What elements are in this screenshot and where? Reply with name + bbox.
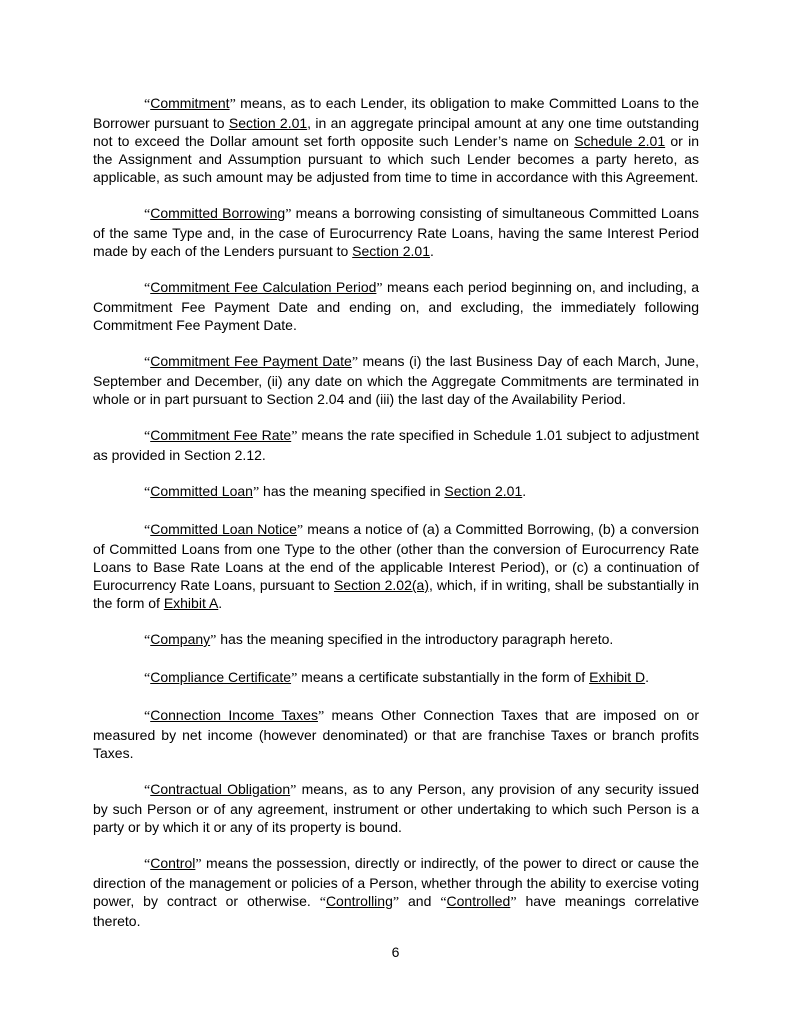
definition-text: means, as to each Lender, its obligation to make Committed Loans to the Borrower pursuant to bbox=[93, 95, 699, 131]
definition-paragraph bbox=[93, 854, 699, 930]
definition-text: , in an aggregate principal amount at any one time outstanding not to exceed the Dollar amount set forth opposite such Lender’s name on bbox=[93, 115, 700, 149]
definition-paragraph bbox=[93, 668, 699, 688]
cross-reference: Section 2.01 bbox=[444, 483, 523, 499]
definition-paragraph bbox=[93, 278, 699, 334]
definition-text: has the meaning specified in bbox=[259, 483, 445, 499]
defined-term: Company bbox=[150, 631, 211, 647]
defined-term: Commitment bbox=[150, 95, 230, 111]
close-quote: ” bbox=[296, 523, 304, 538]
definition-text: has the meaning specified in the introductory paragraph hereto. bbox=[216, 631, 614, 647]
defined-term: Controlled bbox=[446, 893, 511, 909]
open-quote: “ bbox=[319, 895, 326, 910]
defined-term: Committed Borrowing bbox=[150, 205, 286, 221]
definition-paragraph bbox=[93, 482, 699, 502]
definition-paragraph bbox=[93, 706, 699, 762]
cross-reference: Exhibit D bbox=[589, 669, 646, 685]
cross-reference: Section 2.01 bbox=[228, 115, 308, 131]
definitions-body bbox=[93, 94, 699, 948]
close-quote: ” bbox=[291, 429, 298, 444]
definition-text: means the possession, directly or indirectly, of the power to direct or cause the direction of the management or policies of a Person, whether through the ability to exercise voting power, by contract or otherwise. bbox=[93, 855, 699, 909]
defined-term: Compliance Certificate bbox=[150, 669, 292, 685]
open-quote: “ bbox=[144, 97, 151, 112]
close-quote: ” bbox=[291, 671, 298, 686]
defined-term: Committed Loan bbox=[150, 483, 253, 499]
definition-text: . bbox=[218, 595, 223, 611]
close-quote: ” bbox=[285, 207, 292, 222]
open-quote: “ bbox=[144, 671, 151, 686]
definition-text: . bbox=[645, 669, 650, 685]
defined-term: Contractual Obligation bbox=[150, 781, 291, 797]
cross-reference: Section 2.02(a) bbox=[333, 577, 429, 593]
definition-paragraph bbox=[93, 780, 699, 836]
cross-reference: Section 2.01 bbox=[352, 243, 431, 259]
definition-text: means (i) the last Business Day of each March, June, September and December, (ii) any date on which the Aggregate Commitments are terminated in whole or in part pursuant to Section 2.04 and (iii) the last day of the Availability Period. bbox=[93, 353, 699, 407]
definition-paragraph bbox=[93, 352, 699, 408]
defined-term: Controlling bbox=[325, 893, 393, 909]
definition-text: means a borrowing consisting of simultaneous Committed Loans of the same Type and, in the case of Eurocurrency Rate Loans, having the same Interest Period made by each of the Lenders pursuant to bbox=[93, 205, 699, 259]
open-quote: “ bbox=[144, 485, 151, 500]
definition-text: or in the Assignment and Assumption pursuant to which such Lender becomes a party hereto, as applicable, as such amount may be adjusted from time to time in accordance with this Agreement. bbox=[93, 133, 700, 185]
definition-paragraph bbox=[93, 520, 699, 612]
definition-text: means, as to any Person, any provision of any security issued by such Person or of any agreement, instrument or other undertaking to which such Person is a party or by which it or any of its property is bound. bbox=[93, 781, 699, 835]
definition-text: have meanings correlative thereto. bbox=[93, 893, 699, 929]
definition-paragraph bbox=[93, 630, 699, 650]
defined-term: Commitment Fee Rate bbox=[150, 427, 292, 443]
open-quote: “ bbox=[144, 429, 151, 444]
open-quote: “ bbox=[144, 783, 151, 798]
open-quote: “ bbox=[144, 281, 151, 296]
close-quote: ” bbox=[195, 857, 202, 872]
definition-text: means each period beginning on, and including, a Commitment Fee Payment Date and ending on, and excluding, the immediately following Commitment Fee Payment Date. bbox=[93, 279, 699, 333]
page-number: 6 bbox=[391, 944, 400, 960]
definition-text: means Other Connection Taxes that are imposed on or measured by net income (however denominated) or that are franchise Taxes or branch profits Taxes. bbox=[93, 707, 699, 761]
open-quote: “ bbox=[440, 895, 447, 910]
defined-term: Commitment Fee Calculation Period bbox=[150, 279, 377, 295]
open-quote: “ bbox=[144, 207, 151, 222]
definition-text: means a certificate substantially in the form of bbox=[297, 669, 590, 685]
open-quote: “ bbox=[144, 709, 151, 724]
defined-term: Connection Income Taxes bbox=[150, 707, 318, 723]
close-quote: ” bbox=[210, 633, 217, 648]
close-quote: ” bbox=[510, 895, 517, 910]
defined-term: Committed Loan Notice bbox=[150, 521, 297, 537]
definition-text: , which, if in writing, shall be substantially in the form of bbox=[93, 577, 700, 611]
close-quote: ” bbox=[317, 709, 325, 724]
defined-term: Control bbox=[150, 855, 196, 871]
close-quote: ” bbox=[351, 355, 359, 370]
definition-text: and bbox=[399, 893, 441, 909]
definition-text: . bbox=[522, 483, 527, 499]
close-quote: ” bbox=[229, 97, 236, 112]
close-quote: ” bbox=[376, 281, 383, 296]
close-quote: ” bbox=[392, 895, 400, 910]
cross-reference: Exhibit A bbox=[163, 595, 219, 611]
definition-paragraph bbox=[93, 204, 699, 260]
definition-text: means a notice of (a) a Committed Borrowing, (b) a conversion of Committed Loans from one Type to the other (other than the conversion of Eurocurrency Rate Loans to Base Rate Loans at the end of the applicable Interest Period), or (c) a continuation of Eurocurrency Rate Loans, pursuant to bbox=[93, 521, 699, 593]
definition-paragraph bbox=[93, 94, 699, 186]
close-quote: ” bbox=[290, 783, 297, 798]
definition-paragraph bbox=[93, 426, 699, 464]
cross-reference: Schedule 2.01 bbox=[574, 133, 666, 149]
open-quote: “ bbox=[144, 523, 151, 538]
open-quote: “ bbox=[144, 633, 151, 648]
definition-text: means the rate specified in Schedule 1.01 subject to adjustment as provided in Section 2.12. bbox=[93, 427, 699, 463]
definition-text: . bbox=[430, 243, 434, 259]
open-quote: “ bbox=[144, 355, 151, 370]
open-quote: “ bbox=[144, 857, 151, 872]
defined-term: Commitment Fee Payment Date bbox=[150, 353, 352, 369]
close-quote: ” bbox=[252, 485, 260, 500]
